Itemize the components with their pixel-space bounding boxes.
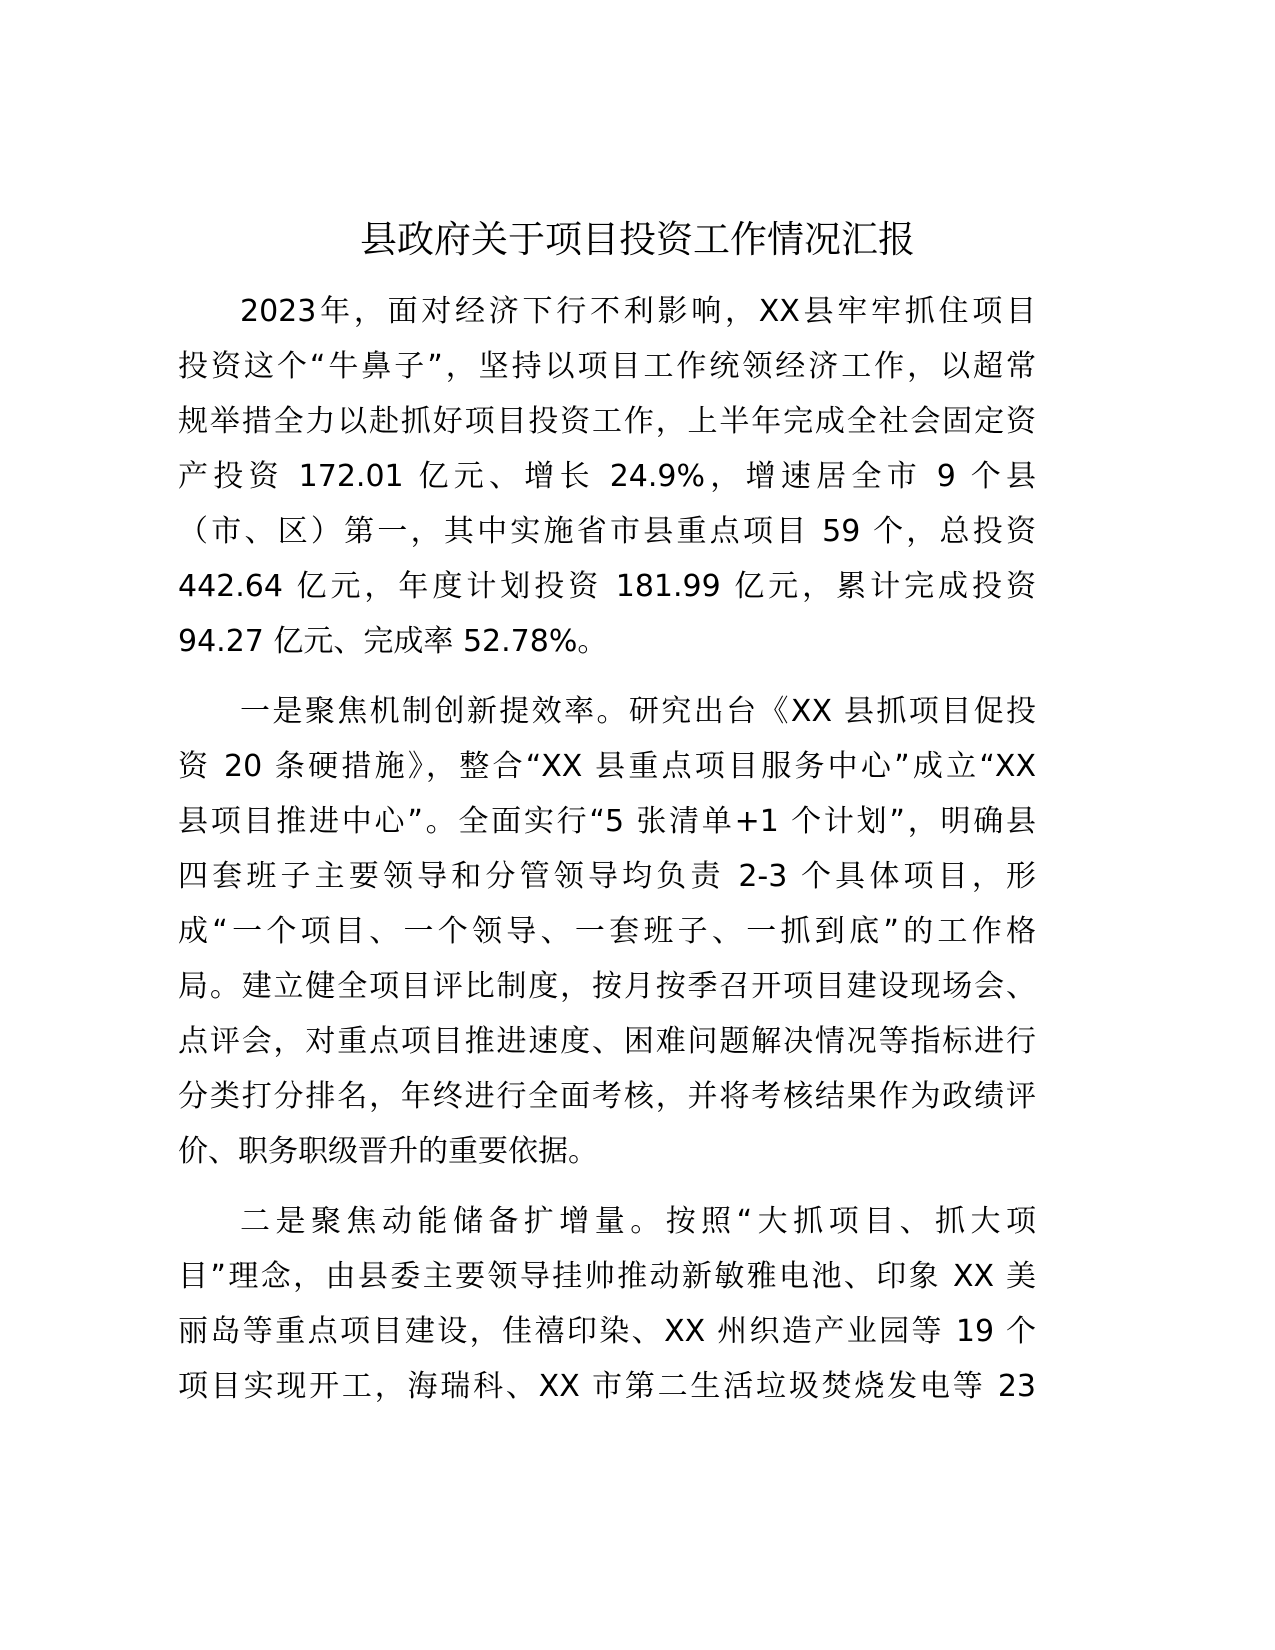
text-line: 资 20 条硬措施》，整合“XX 县重点项目服务中心”成立“XX xyxy=(178,749,1036,784)
text-line: 产投资 172.01 亿元、增长 24.9%，增速居全市 9 个县 xyxy=(178,459,1036,494)
paragraph-momentum xyxy=(178,1194,1036,1414)
paragraph-mechanism xyxy=(178,684,1036,1179)
document-title: 县政府关于项目投资工作情况汇报 xyxy=(360,218,915,261)
text-line: 项目实现开工，海瑞科、XX 市第二生活垃圾焚烧发电等 23 xyxy=(178,1369,1036,1404)
text-line: 四套班子主要领导和分管领导均负责 2-3 个具体项目，形 xyxy=(178,859,1036,894)
text-line: 丽岛等重点项目建设，佳禧印染、XX 州织造产业园等 19 个 xyxy=(178,1314,1036,1349)
text-line: 94.27 亿元、完成率 52.78%。 xyxy=(178,624,608,659)
text-line: 规举措全力以赴抓好项目投资工作，上半年完成全社会固定资 xyxy=(178,404,1036,439)
text-line: 县项目推进中心”。全面实行“5 张清单+1 个计划”，明确县 xyxy=(178,804,1036,839)
text-line: 2023年，面对经济下行不利影响，XX县牢牢抓住项目 xyxy=(240,294,1036,329)
text-line: 价、职务职级晋升的重要依据。 xyxy=(178,1134,598,1169)
text-line: 目”理念，由县委主要领导挂帅推动新敏雅电池、印象 XX 美 xyxy=(178,1259,1036,1294)
text-line: 投资这个“牛鼻子”，坚持以项目工作统领经济工作，以超常 xyxy=(178,349,1036,384)
text-line: （市、区）第一，其中实施省市县重点项目 59 个，总投资 xyxy=(178,514,1036,549)
text-line: 442.64 亿元，年度计划投资 181.99 亿元，累计完成投资 xyxy=(178,569,1036,604)
text-line: 一是聚焦机制创新提效率。研究出台《XX 县抓项目促投 xyxy=(240,694,1036,729)
document-body xyxy=(178,284,1036,1429)
text-line: 点评会，对重点项目推进速度、困难问题解决情况等指标进行 xyxy=(178,1024,1036,1059)
text-line: 成“一个项目、一个领导、一套班子、一抓到底”的工作格 xyxy=(178,914,1036,949)
paragraph-overview xyxy=(178,284,1036,669)
text-line: 分类打分排名，年终进行全面考核，并将考核结果作为政绩评 xyxy=(178,1079,1036,1114)
text-line: 局。建立健全项目评比制度，按月按季召开项目建设现场会、 xyxy=(178,969,1036,1004)
text-line: 二是聚焦动能储备扩增量。按照“大抓项目、抓大项 xyxy=(240,1204,1036,1239)
